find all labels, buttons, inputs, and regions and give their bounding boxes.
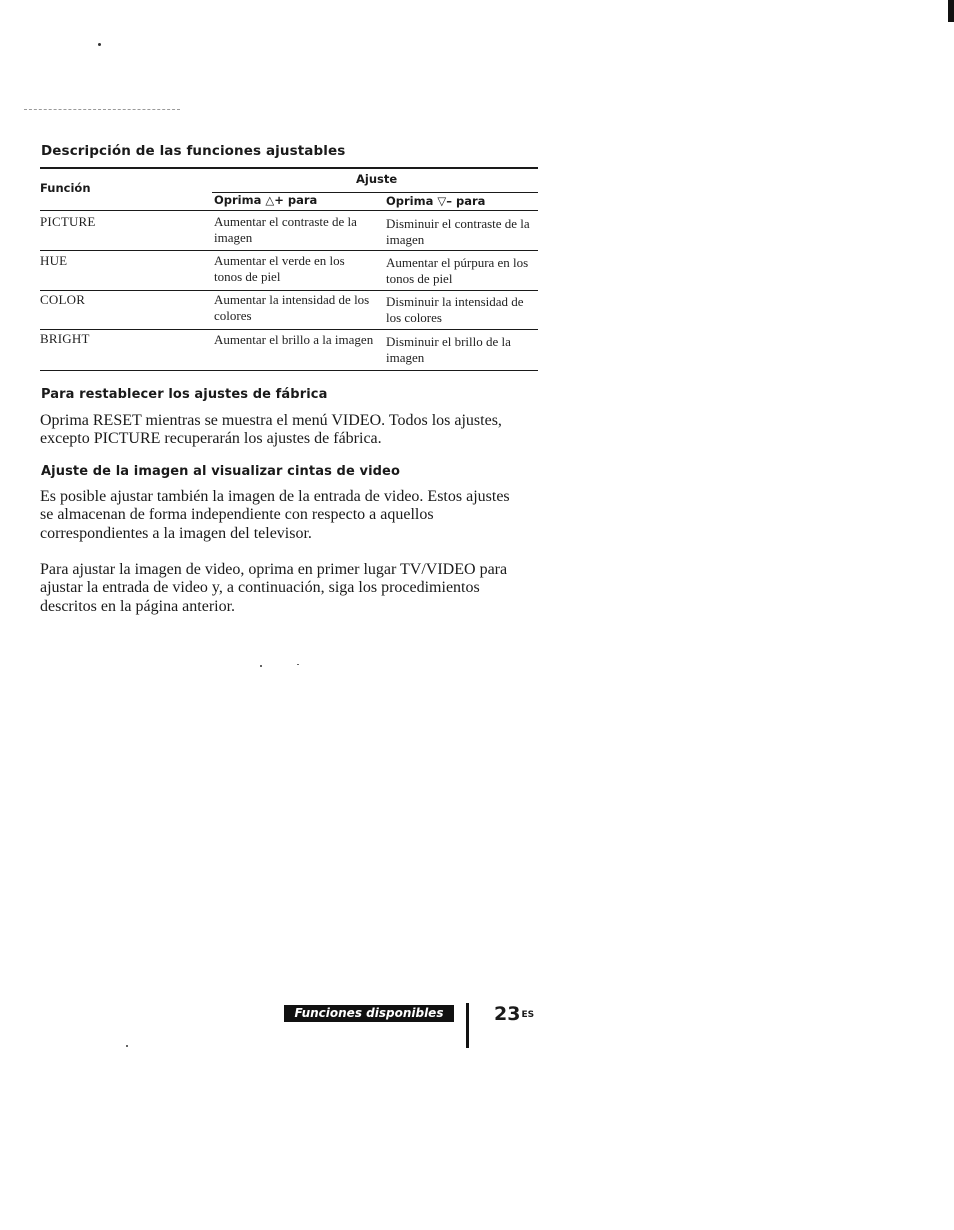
table-row-plus: Aumentar el brillo a la imagen [214, 332, 374, 347]
table-header-adjust: Ajuste [356, 172, 398, 186]
footer-section-label: Funciones disponibles [284, 1005, 454, 1022]
page-number-value: 23 [494, 1003, 521, 1025]
page-number [494, 1003, 534, 1025]
table-row-minus: Aumentar el púrpura en los tonos de piel [386, 255, 529, 286]
scan-speck [126, 1045, 128, 1047]
table-row-plus: Aumentar el verde en los tonos de piel [214, 253, 345, 284]
table-row-function: COLOR [40, 292, 86, 307]
scan-speck [297, 664, 299, 665]
table-row-rule [40, 329, 538, 330]
table-row-minus: Disminuir la intensidad de los colores [386, 294, 524, 325]
table-row-minus: Disminuir el brillo de la imagen [386, 334, 511, 365]
scan-dashed-rule [24, 109, 180, 110]
table-header-minus: Oprima ▽– para [386, 194, 486, 208]
table-header-plus: Oprima △+ para [214, 193, 318, 207]
scan-speck [260, 665, 262, 667]
video-section-paragraph: Es posible ajustar también la imagen de la entrada de video. Estos ajustes se almacenan de forma independiente con respecto a aquellos correspondientes a la imagen del televisor. [40, 488, 510, 542]
table-header-function: Función [40, 181, 91, 195]
table-row-function: HUE [40, 253, 68, 268]
reset-section-body: Oprima RESET mientras se muestra el menú VIDEO. Todos los ajustes, excepto PICTURE recuperarán los ajustes de fábrica. [40, 412, 502, 448]
table-row-plus: Aumentar el contraste de la imagen [214, 214, 357, 245]
table-row-rule [40, 290, 538, 291]
table-row-function: BRIGHT [40, 331, 90, 346]
table-header-rule [40, 210, 538, 211]
page-edge-mark [948, 0, 954, 22]
video-section-title: Ajuste de la imagen al visualizar cintas de video [41, 464, 400, 479]
table-bottom-rule [40, 370, 538, 371]
table-top-rule [40, 167, 538, 169]
reset-section-title: Para restablecer los ajustes de fábrica [41, 387, 328, 402]
table-row-function: PICTURE [40, 214, 96, 229]
table-row-rule [40, 250, 538, 251]
table-row-minus: Disminuir el contraste de la imagen [386, 216, 530, 247]
page-language-suffix: ES [521, 1010, 535, 1020]
video-section-paragraph: Para ajustar la imagen de video, oprima en primer lugar TV/VIDEO para ajustar la entrada de video y, a continuación, siga los procedimientos descritos en la página anterior. [40, 561, 508, 615]
section-title: Descripción de las funciones ajustables [41, 143, 346, 159]
table-row-plus: Aumentar la intensidad de los colores [214, 292, 370, 323]
scan-speck [98, 43, 101, 46]
footer-divider [466, 1003, 469, 1048]
